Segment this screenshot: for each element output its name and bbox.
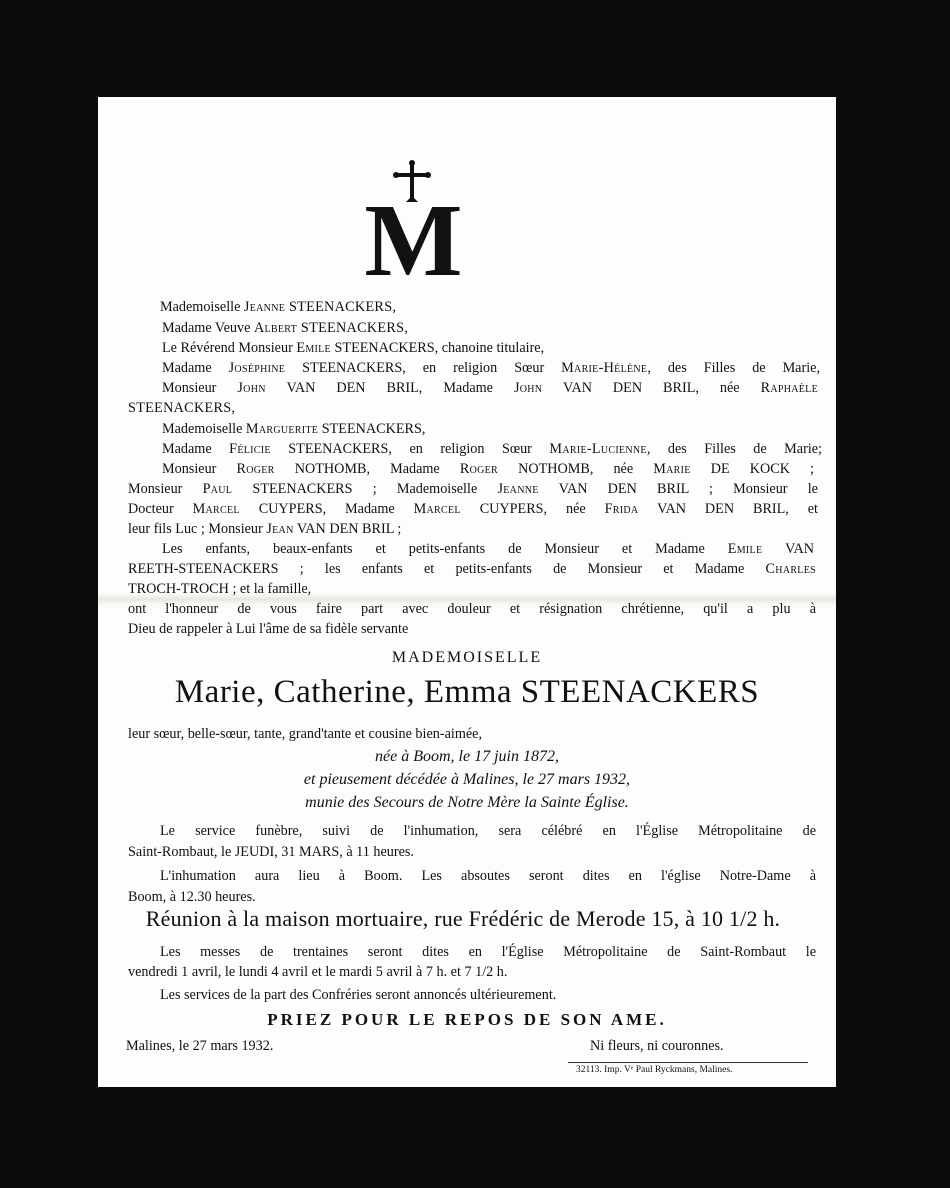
marian-monogram: M <box>364 183 462 298</box>
deceased-title: MADEMOISELLE <box>391 649 543 666</box>
obituary-card <box>98 97 836 1087</box>
family-line-2: Madame Veuve Albert STEENACKERS, <box>162 320 409 336</box>
confraternities-line: Les services de la part des Confréries seront annoncés ultérieurement. <box>160 987 557 1003</box>
sacraments-line: munie des Secours de Notre Mère la Sainte Église. <box>305 794 629 811</box>
death-line: et pieusement décédée à Malines, le 27 mars 1932, <box>303 771 631 788</box>
printer-imprint: 32113. Imp. Vᵉ Paul Ryckmans, Malines. <box>576 1065 733 1075</box>
imprint-divider <box>568 1062 808 1063</box>
service-line-2: Saint-Rombaut, le JEUDI, 31 MARS, à 11 heures. <box>128 844 414 860</box>
service-line-1: Le service funèbre, suivi de l'inhumation, sera célébré en l'Église Métropolitaine de <box>160 823 816 839</box>
burial-line-2: Boom, à 12.30 heures. <box>128 889 256 905</box>
prayer-request: PRIEZ POUR LE REPOS DE SON AME. <box>267 1010 667 1029</box>
family-line-8: Madame Félicie STEENACKERS, en religion Sœur Marie-Lucienne, des Filles de Marie; <box>162 441 823 457</box>
masses-line-1: Les messes de trentaines seront dites en l'Église Métropolitaine de Saint-Rombaut le <box>160 944 816 960</box>
deceased-name: Marie, Catherine, Emma STEENACKERS <box>174 674 760 710</box>
announcement-line-2: Dieu de rappeler à Lui l'âme de sa fidèle servante <box>128 621 409 637</box>
relation-line: leur sœur, belle-sœur, tante, grand'tante et cousine bien-aimée, <box>128 726 483 742</box>
masses-line-2: vendredi 1 avril, le lundi 4 avril et le mardi 5 avril à 7 h. et 7 1/2 h. <box>128 964 508 980</box>
family-line-6: STEENACKERS, <box>128 400 236 416</box>
family-line-12: leur fils Luc ; Monsieur Jean VAN DEN BRIL ; <box>128 521 402 537</box>
announcement-line-1: ont l'honneur de vous faire part avec douleur et résignation chrétienne, qu'il a plu à <box>128 601 816 617</box>
place-date: Malines, le 27 mars 1932. <box>126 1038 274 1054</box>
family-line-14: REETH-STEENACKERS ; les enfants et petits-enfants de Monsieur et Madame Charles <box>128 561 816 577</box>
no-flowers-note: Ni fleurs, ni couronnes. <box>590 1038 724 1054</box>
family-line-7: Mademoiselle Marguerite STEENACKERS, <box>162 421 426 437</box>
family-line-1: Mademoiselle Jeanne STEENACKERS, <box>160 299 397 315</box>
family-line-11: Docteur Marcel CUYPERS, Madame Marcel CUYPERS, née Frida VAN DEN BRIL, et <box>128 501 818 517</box>
family-line-3: Le Révérend Monsieur Emile STEENACKERS, chanoine titulaire, <box>162 340 545 356</box>
reunion-notice: Réunion à la maison mortuaire, rue Frédéric de Merode 15, à 10 1/2 h. <box>145 906 781 931</box>
family-line-10: Monsieur Paul STEENACKERS ; Mademoiselle Jeanne VAN DEN BRIL ; Monsieur le <box>128 481 818 497</box>
family-line-4: Madame Joséphine STEENACKERS, en religion Sœur Marie-Hélène, des Filles de Marie, <box>162 360 820 376</box>
family-line-5: Monsieur John VAN DEN BRIL, Madame John VAN DEN BRIL, née Raphaèle <box>162 380 818 396</box>
family-line-15: TROCH-TROCH ; et la famille, <box>128 581 312 597</box>
birth-line: née à Boom, le 17 juin 1872, <box>375 748 559 765</box>
family-line-13: Les enfants, beaux-enfants et petits-enfants de Monsieur et Madame Emile VAN <box>162 541 814 557</box>
burial-line-1: L'inhumation aura lieu à Boom. Les absoutes seront dites en l'église Notre-Dame à <box>160 868 816 884</box>
family-line-9: Monsieur Roger NOTHOMB, Madame Roger NOTHOMB, née Marie DE KOCK ; <box>162 461 814 477</box>
